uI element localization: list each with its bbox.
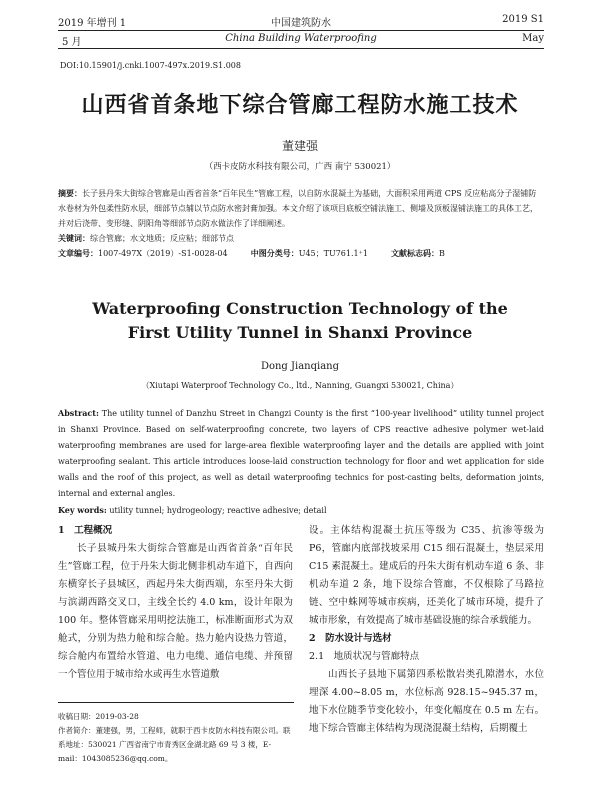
- journal-name-en: China Building Waterproofing: [225, 33, 377, 44]
- keywords-zh: [58, 231, 544, 246]
- title-en-line1: Waterproofing Construction Technology of the: [92, 299, 508, 318]
- title-en-line2: First Utility Tunnel in Shanxi Province: [127, 323, 473, 342]
- affiliation-en: （Xiutapi Waterproof Technology Co., ltd., Nanning, Guangxi 530021, China）: [141, 381, 459, 390]
- abstract-en-body: [58, 405, 544, 502]
- keywords-en: [58, 502, 544, 519]
- article-no-label: 文章编号：: [58, 248, 98, 258]
- month-en: May: [522, 33, 544, 44]
- keywords-en-label: Key words:: [58, 505, 107, 515]
- abstract-en: [58, 405, 544, 519]
- body-column-right: [309, 522, 544, 738]
- header-rule-top: [58, 30, 544, 31]
- doi: DOI:10.15901/j.cnki.1007-497x.2019.S1.008: [60, 61, 241, 70]
- clc-label: 中图分类号：: [250, 248, 299, 258]
- keywords-zh-text: 综合管廊；水文地质；反应粘；细部节点: [90, 234, 234, 243]
- section-1-heading: 1 工程概况: [58, 525, 113, 536]
- footnote-author-intro: 作者简介：董建强，男，工程师，就职于西卡皮防水科技有限公司。联系地址：530021 广西省南宁市青秀区金湖北路 69 号 3 楼，E-mail：1043085236@qq.com。: [58, 726, 291, 763]
- section-2-heading: 2 防水设计与选材: [309, 633, 392, 644]
- section-1-paragraph: 长子县城丹朱大街综合管廊是山西省首条“百年民生”管廊工程，位于丹朱大街北侧非机动车道下，自西向东横穿长子县城区，西起丹朱大街西端，东至丹朱大街与滨湖西路交叉口，主线全长约 4.0 km，设计年限为 100 年。整体管廊采用明挖法施工，标准断面形式为双舱式，分别为热力舱和综合舱。热力舱内设热力管道，综合舱内布置给水管道、电力电缆、通信电缆、并预留一个管位用于城市给水或再生水管道敷: [58, 543, 293, 680]
- section-2-1-paragraph: 山西长子县地下属第四系松散岩类孔隙潜水，水位埋深 4.00~8.05 m，水位标高 928.15~945.37 m，地下水位随季节变化较小，年变化幅度在 0.5 m 左右。地下综合管廊主体结构为现浇混凝土结构，后期覆土: [309, 669, 544, 734]
- issue-code: 2019 S1: [502, 14, 544, 25]
- author-zh: 董建强: [281, 139, 318, 153]
- abstract-zh-label: 摘要：: [58, 188, 82, 198]
- keywords-zh-label: 关键词：: [58, 233, 90, 243]
- footnote-received: 收稿日期：2019-03-28: [58, 712, 139, 721]
- title-en: [0, 297, 600, 345]
- issue-zh: 2019 年增刊 1: [58, 18, 127, 29]
- abstract-zh: [58, 186, 544, 261]
- footnote-rule: [58, 702, 294, 703]
- title-zh: 山西省首条地下综合管廊工程防水施工技术: [81, 92, 519, 118]
- doc-code-label: 文献标志码：: [391, 248, 440, 258]
- author-en: Dong Jianqiang: [260, 361, 340, 372]
- classification-line: [58, 246, 544, 261]
- keywords-en-text: utility tunnel; hydrogeology; reactive adhesive; detail: [109, 506, 327, 515]
- affiliation-zh: （西卡皮防水科技有限公司，广西 南宁 530021）: [204, 162, 396, 172]
- footnote: [58, 710, 294, 766]
- section-1-paragraph-continued: 设。主体结构混凝土抗压等级为 C35、抗渗等级为 P6，管廊内底部找坡采用 C15 细石混凝土，垫层采用 C15 素混凝土。建成后的丹朱大街有机动车道 6 条、非机动车道 2 条，地下设综合管廊，不仅根除了马路拉链、空中蛛网等城市疾病，还美化了城市环境，提升了城市形象，有效提高了城市基础设施的综合承载能力。: [309, 525, 544, 626]
- abstract-en-text: The utility tunnel of Danzhu Street in Changzi County is the first “100-year livelihood” utility tunnel project in Shanxi Province. Based on self-waterproofing concrete, two layers of CPS reactive adhesive polymer wet-laid waterproofing membranes are used for large-area flexible waterproofing layer and the details are applied with joint waterproofing sealant. This article introduces loose-laid construction technology for floor and wet application for side walls and the roof of this project, as well as detail waterproofing technics for post-casting belts, deformation joints, internal and external angles.: [58, 409, 544, 498]
- doc-code: B: [439, 249, 445, 258]
- section-2-1-heading: 2.1 地质状况与管廊特点: [309, 651, 420, 662]
- article-no: 1007-497X（2019）-S1-0028-04: [98, 249, 228, 258]
- month-zh: 5 月: [62, 37, 82, 48]
- journal-name-zh: 中国建筑防水: [271, 18, 331, 29]
- abstract-zh-body: [58, 186, 544, 231]
- body-column-left: [58, 522, 293, 684]
- header-rule-bottom: [58, 48, 544, 49]
- abstract-en-label: Abstract:: [58, 408, 99, 418]
- abstract-zh-text: 长子县丹朱大街综合管廊是山西省首条“百年民生”管廊工程，以自防水混凝土为基础，大面积采用两道 CPS 反应粘高分子湿铺防水卷材为外包柔性防水层，细部节点辅以节点防水密封膏加强。本文介绍了该项目底板空铺法施工、侧墙及顶板湿铺法施工的具体工艺，并对后浇带、变形缝、阴阳角等细部节点防水做法作了详细阐述。: [58, 189, 538, 228]
- clc-code: U45；TU761.1⁺1: [298, 249, 368, 258]
